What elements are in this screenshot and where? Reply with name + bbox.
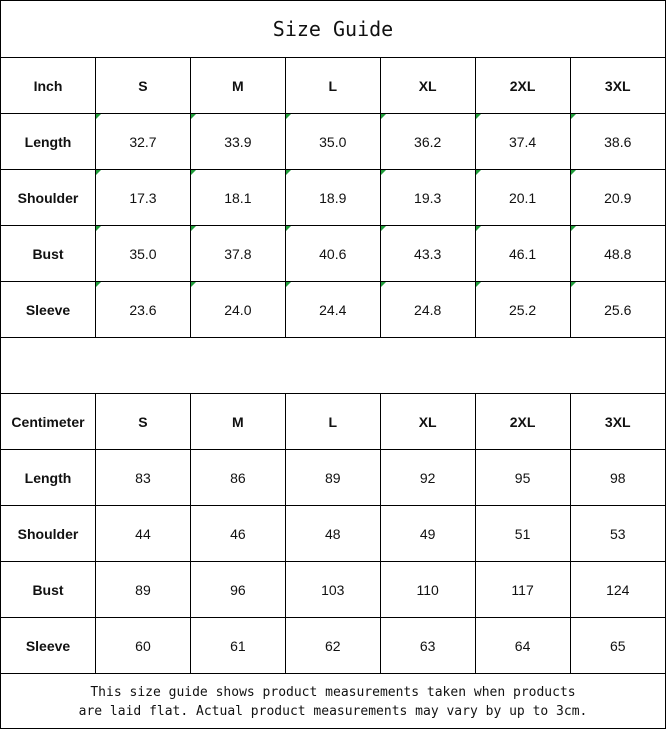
table-cell: 51 [475,506,570,562]
table-cell: 61 [190,618,285,674]
cm-corner-label: Centimeter [1,394,96,450]
row-label: Sleeve [1,618,96,674]
corner-marker-icon [571,170,576,175]
page-title [1,1,665,58]
corner-marker-icon [191,170,196,175]
corner-marker-icon [191,226,196,231]
table-cell: 63 [380,618,475,674]
cell-value: 33.9 [224,133,252,150]
corner-marker-icon [381,282,386,287]
table-cell: 89 [285,450,380,506]
row-label: Shoulder [1,170,96,226]
inch-header-row [1,58,665,114]
table-cell: 92 [380,450,475,506]
table-cell: 89 [96,562,191,618]
corner-marker-icon [571,226,576,231]
cell-value: 36.2 [414,133,442,150]
cell-value: 46.1 [508,245,537,262]
table-cell [380,282,475,338]
table-cell [190,170,285,226]
table-row [1,170,665,226]
corner-marker-icon [476,170,481,175]
row-label: Sleeve [1,282,96,338]
table-cell [96,170,191,226]
table-cell: 46 [190,506,285,562]
corner-marker-icon [191,282,196,287]
table-divider [1,338,665,394]
cell-value: 25.6 [604,301,632,318]
inch-col-header: XL [380,58,475,114]
cell-value: 19.3 [414,189,442,206]
table-row [1,506,665,562]
cell-value: 48.8 [604,245,632,262]
row-label: Length [1,450,96,506]
table-cell: 62 [285,618,380,674]
cm-header-row [1,394,665,450]
cell-value: 24.0 [224,301,252,318]
table-cell: 83 [96,450,191,506]
corner-marker-icon [96,114,101,119]
table-cell [380,114,475,170]
cell-value: 35.0 [319,133,347,150]
table-cell [475,226,570,282]
measurement-note [1,674,665,730]
cell-value: 20.1 [508,189,537,206]
corner-marker-icon [476,226,481,231]
cell-value: 18.9 [319,189,347,206]
table-row [1,226,665,282]
inch-col-header: L [285,58,380,114]
cell-value: 24.4 [319,301,347,318]
table-row [1,618,665,674]
row-label: Bust [1,226,96,282]
row-label: Length [1,114,96,170]
table-cell: 44 [96,506,191,562]
table-row [1,450,665,506]
inch-col-header: 2XL [475,58,570,114]
note-line-1: This size guide shows product measurements taken when products [90,685,576,700]
table-cell [380,226,475,282]
cell-value: 24.8 [414,301,442,318]
inch-col-header: 3XL [570,58,665,114]
cell-value: 18.1 [224,189,252,206]
corner-marker-icon [476,282,481,287]
table-cell [570,114,665,170]
table-cell: 96 [190,562,285,618]
table-cell [190,282,285,338]
table-cell [96,226,191,282]
table-cell [285,282,380,338]
table-cell [190,226,285,282]
cell-value: 32.7 [129,133,157,150]
table-cell [380,170,475,226]
cell-value: 25.2 [508,301,537,318]
table-cell [475,282,570,338]
cell-value: 38.6 [604,133,632,150]
cm-col-header: L [285,394,380,450]
cm-col-header: 2XL [475,394,570,450]
table-cell: 53 [570,506,665,562]
table-cell: 103 [285,562,380,618]
corner-marker-icon [191,114,196,119]
table-cell [96,114,191,170]
table-cell: 95 [475,450,570,506]
cell-value: 40.6 [319,245,347,262]
table-cell: 110 [380,562,475,618]
table-cell [96,282,191,338]
corner-marker-icon [286,114,291,119]
table-row [1,562,665,618]
corner-marker-icon [381,170,386,175]
cell-value: 20.9 [604,189,632,206]
cell-value: 37.4 [508,133,537,150]
cell-value: 23.6 [129,301,157,318]
centimeter-size-table [1,394,665,674]
corner-marker-icon [96,282,101,287]
cm-col-header: XL [380,394,475,450]
inch-size-table [1,58,665,338]
corner-marker-icon [96,170,101,175]
corner-marker-icon [381,114,386,119]
inch-corner-label: Inch [1,58,96,114]
table-cell [285,170,380,226]
corner-marker-icon [571,282,576,287]
table-cell [475,170,570,226]
table-cell: 86 [190,450,285,506]
cell-value: 43.3 [414,245,442,262]
corner-marker-icon [476,114,481,119]
table-cell [285,226,380,282]
table-cell: 124 [570,562,665,618]
cm-col-header: S [96,394,191,450]
inch-col-header: S [96,58,191,114]
table-cell [570,226,665,282]
note-line-2: are laid flat. Actual product measurements may vary by up to 3cm. [78,704,588,719]
corner-marker-icon [286,282,291,287]
corner-marker-icon [286,170,291,175]
table-cell: 48 [285,506,380,562]
table-cell: 60 [96,618,191,674]
table-cell [570,282,665,338]
row-label: Shoulder [1,506,96,562]
table-cell: 65 [570,618,665,674]
corner-marker-icon [571,114,576,119]
table-cell [570,170,665,226]
table-row [1,114,665,170]
corner-marker-icon [96,226,101,231]
cm-col-header: 3XL [570,394,665,450]
cell-value: 17.3 [129,189,157,206]
table-cell: 117 [475,562,570,618]
cell-value: 37.8 [224,245,252,262]
table-cell [285,114,380,170]
inch-col-header: M [190,58,285,114]
cm-col-header: M [190,394,285,450]
row-label: Bust [1,562,96,618]
corner-marker-icon [381,226,386,231]
title-text: Size Guide [272,17,394,41]
table-cell [190,114,285,170]
table-cell: 64 [475,618,570,674]
table-row [1,282,665,338]
corner-marker-icon [286,226,291,231]
table-cell: 98 [570,450,665,506]
cell-value: 35.0 [129,245,157,262]
table-cell [475,114,570,170]
table-cell: 49 [380,506,475,562]
